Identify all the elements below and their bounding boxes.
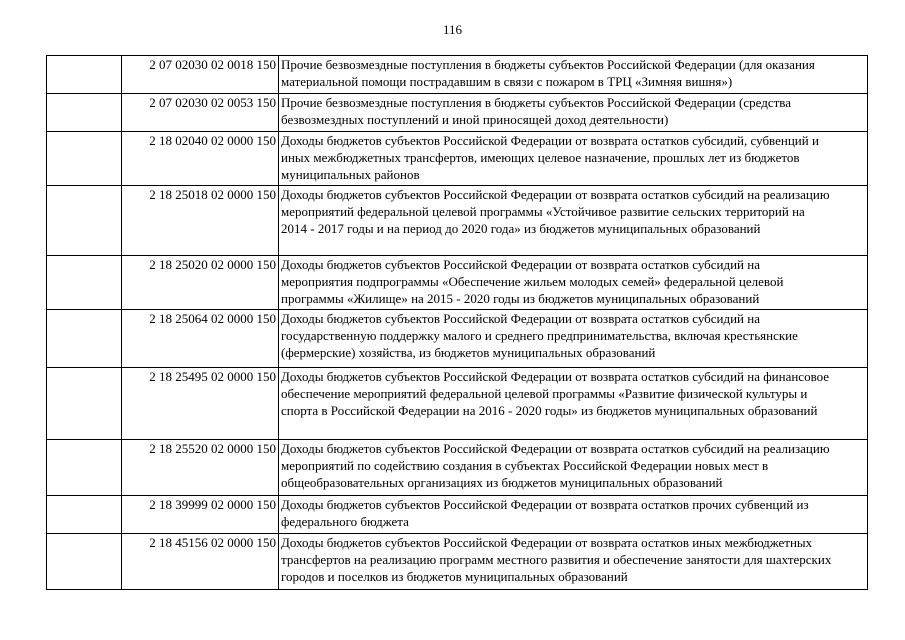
budget-code-cell: 2 07 02030 02 0018 150 — [122, 56, 279, 94]
revenue-name-line: Доходы бюджетов субъектов Российской Федерации от возврата остатков прочих субвенций из — [281, 497, 809, 512]
budget-code-cell: 2 07 02030 02 0053 150 — [122, 94, 279, 132]
revenue-name-line: мероприятий федеральной целевой программы «Устойчивое развитие сельских территорий на — [281, 204, 805, 219]
revenue-name-line: Прочие безвозмездные поступления в бюджеты субъектов Российской Федерации (средства — [281, 95, 792, 110]
table-body — [47, 56, 868, 590]
table-row — [47, 56, 868, 94]
revenue-name-cell — [279, 94, 868, 132]
admin-code-cell — [47, 256, 122, 310]
revenue-name-cell — [279, 186, 868, 256]
budget-code-cell: 2 18 25018 02 0000 150 — [122, 186, 279, 256]
admin-code-cell — [47, 186, 122, 256]
revenue-name-line: городов и поселков из бюджетов муниципальных образований — [281, 569, 628, 584]
admin-code-cell — [47, 310, 122, 368]
revenue-name-line: общеобразовательных организациях из бюджетов муниципальных образований — [281, 475, 723, 490]
budget-code-cell: 2 18 02040 02 0000 150 — [122, 132, 279, 186]
revenue-name-line: спорта в Российской Федерации на 2016 - 2020 годы» из бюджетов муниципальных образований — [281, 403, 818, 418]
revenue-name-cell — [279, 132, 868, 186]
revenue-name-line: безвозмездных поступлений и иной приносящей доход деятельности) — [281, 112, 669, 127]
admin-code-cell — [47, 56, 122, 94]
revenue-name-line: Доходы бюджетов субъектов Российской Федерации от возврата остатков субсидий на реализацию — [281, 187, 830, 202]
revenue-name-line: Доходы бюджетов субъектов Российской Федерации от возврата остатков иных межбюджетных — [281, 535, 813, 550]
table-row — [47, 310, 868, 368]
revenue-name-cell — [279, 534, 868, 590]
revenue-name-line: федерального бюджета — [281, 514, 409, 529]
revenue-name-line: муниципальных районов — [281, 167, 420, 182]
table-row — [47, 440, 868, 496]
table-row — [47, 94, 868, 132]
budget-code-cell: 2 18 25495 02 0000 150 — [122, 368, 279, 440]
revenue-name-cell — [279, 310, 868, 368]
table-row — [47, 496, 868, 534]
revenue-name-line: 2014 - 2017 годы и на период до 2020 года» из бюджетов муниципальных образований — [281, 221, 761, 236]
revenue-name-line: Доходы бюджетов субъектов Российской Федерации от возврата остатков субсидий на — [281, 311, 760, 326]
admin-code-cell — [47, 534, 122, 590]
revenue-name-line: Доходы бюджетов субъектов Российской Федерации от возврата остатков субсидий, субвенций и — [281, 133, 819, 148]
revenue-name-line: Прочие безвозмездные поступления в бюджеты субъектов Российской Федерации (для оказания — [281, 57, 815, 72]
revenue-name-line: мероприятия подпрограммы «Обеспечение жильем молодых семей» федеральной целевой — [281, 274, 784, 289]
budget-code-cell: 2 18 39999 02 0000 150 — [122, 496, 279, 534]
table-row — [47, 132, 868, 186]
revenue-name-line: Доходы бюджетов субъектов Российской Федерации от возврата остатков субсидий на реализацию — [281, 441, 830, 456]
revenue-name-cell — [279, 256, 868, 310]
revenue-name-cell — [279, 56, 868, 94]
revenue-name-line: Доходы бюджетов субъектов Российской Федерации от возврата остатков субсидий на — [281, 257, 760, 272]
budget-revenue-table — [46, 55, 868, 590]
revenue-name-line: материальной помощи пострадавшим в связи с пожаром в ТРЦ «Зимняя вишня») — [281, 74, 733, 89]
admin-code-cell — [47, 132, 122, 186]
table-row — [47, 534, 868, 590]
budget-code-cell: 2 18 45156 02 0000 150 — [122, 534, 279, 590]
revenue-name-line: Доходы бюджетов субъектов Российской Федерации от возврата остатков субсидий на финансовое — [281, 369, 830, 384]
admin-code-cell — [47, 440, 122, 496]
budget-code-cell: 2 18 25520 02 0000 150 — [122, 440, 279, 496]
admin-code-cell — [47, 94, 122, 132]
revenue-name-line: трансфертов на реализацию программ местного развития и обеспечение занятости для шахтерских — [281, 552, 832, 567]
budget-code-cell: 2 18 25064 02 0000 150 — [122, 310, 279, 368]
page-number: 116 — [442, 22, 463, 37]
revenue-name-cell — [279, 496, 868, 534]
revenue-name-line: иных межбюджетных трансфертов, имеющих целевое назначение, прошлых лет из бюджетов — [281, 150, 800, 165]
table-row — [47, 186, 868, 256]
revenue-name-cell — [279, 440, 868, 496]
budget-code-cell: 2 18 25020 02 0000 150 — [122, 256, 279, 310]
revenue-name-cell — [279, 368, 868, 440]
revenue-name-line: мероприятий по содействию создания в субъектах Российской Федерации новых мест в — [281, 458, 769, 473]
revenue-name-line: программы «Жилище» на 2015 - 2020 годы из бюджетов муниципальных образований — [281, 291, 760, 306]
admin-code-cell — [47, 368, 122, 440]
table-row — [47, 256, 868, 310]
revenue-name-line: (фермерские) хозяйства, из бюджетов муниципальных образований — [281, 345, 656, 360]
table-row — [47, 368, 868, 440]
revenue-name-line: обеспечение мероприятий федеральной целевой программы «Развитие физической культуры и — [281, 386, 808, 401]
revenue-name-line: государственную поддержку малого и среднего предпринимательства, включая крестьянские — [281, 328, 798, 343]
admin-code-cell — [47, 496, 122, 534]
